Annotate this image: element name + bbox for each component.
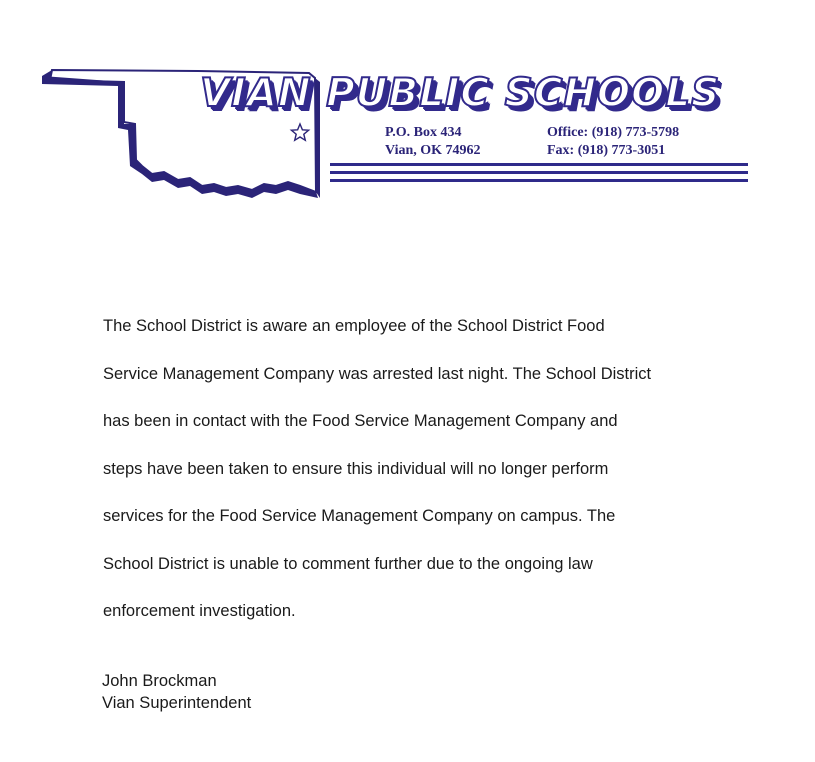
letterhead-divider-lines [330,163,748,187]
signer-name: John Brockman [102,672,217,690]
signer-title: Vian Superintendent [102,694,252,712]
statement-line: School District is unable to comment further due to the ongoing law [103,554,593,573]
phone-block [547,124,679,160]
statement-line: steps have been taken to ensure this individual will no longer perform [103,459,609,478]
address-line-city: Vian, OK 74962 [385,143,481,158]
statement-line: The School District is aware an employee of the School District Food [103,317,605,335]
address-line-po-box: P.O. Box 434 [385,125,462,140]
statement-body [103,312,743,645]
office-phone: Office: (918) 773-5798 [547,125,680,140]
statement-line: has been in contact with the Food Service Management Company and [103,412,618,430]
signature-block [102,670,251,714]
statement-line: enforcement investigation. [103,602,296,620]
letterhead [0,0,815,200]
statement-line: services for the Food Service Management Company on campus. The [103,507,616,525]
statement-line: Service Management Company was arrested last night. The School District [103,364,652,383]
divider-line [330,163,748,166]
divider-line [330,171,748,174]
fax-number: Fax: (918) 773-3051 [547,143,666,158]
divider-line [330,179,748,182]
address-block [385,124,481,160]
school-name-logo-text: VIAN PUBLIC SCHOOLS [200,71,721,116]
